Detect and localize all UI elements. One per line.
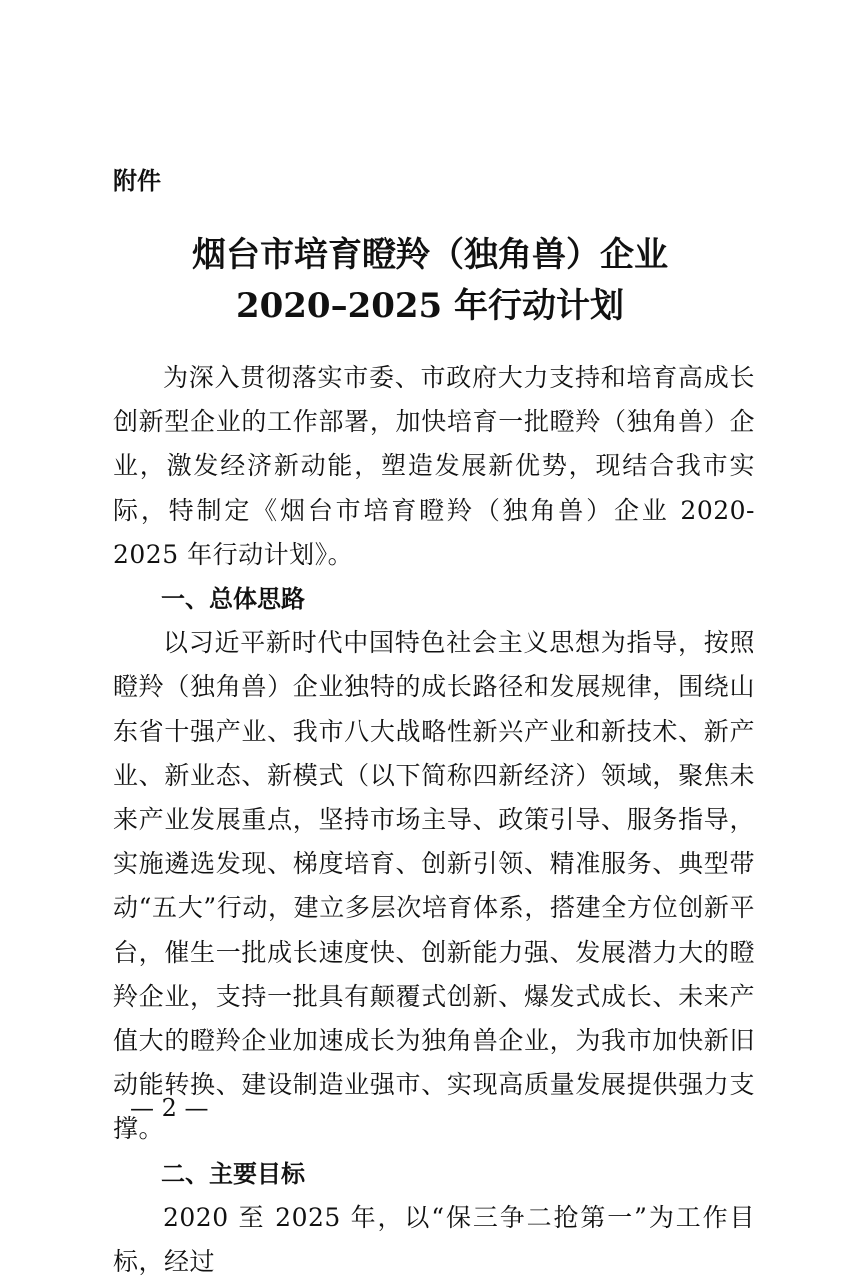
document-title-line-2: 2020–2025 年行动计划 (235, 286, 625, 326)
section-paragraph-overall-approach: 以习近平新时代中国特色社会主义思想为指导，按照瞪羚（独角兽）企业独特的成长路径和发展规律，围绕山东省十强产业、我市八大战略性新兴产业和新技术、新产业、新业态、新模式（以下简称四新经济）领域，聚焦未来产业发展重点，坚持市场主导、政策引导、服务指导，实施遴选发现、梯度培育、创新引领、精准服务、典型带动“五大”行动，建立多层次培育体系，搭建全方位创新平台，催生一批成长速度快、创新能力强、发展潜力大的瞪羚企业，支持一批具有颠覆式创新、爆发式成长、未来产值大的瞪羚企业加速成长为独角兽企业，为我市加快新旧动能转换、建设制造业强市、实现高质量发展提供强力支撑。 (113, 628, 755, 1144)
document-body (113, 356, 755, 1284)
intro-paragraph: 为深入贯彻落实市委、市政府大力支持和培育高成长创新型企业的工作部署，加快培育一批瞪羚（独角兽）企业，激发经济新动能，塑造发展新优势，现结合我市实际，特制定《烟台市培育瞪羚（独角兽）企业 2020-2025 年行动计划》。 (113, 363, 755, 569)
attachment-label: 附件 (113, 167, 161, 195)
page-number: — 2 — (130, 1094, 209, 1122)
section-heading-overall-approach: 一、总体思路 (161, 585, 305, 614)
section-heading-main-goals: 二、主要目标 (161, 1159, 305, 1188)
document-title-line-1: 烟台市培育瞪羚（独角兽）企业 (192, 235, 668, 275)
section-paragraph-main-goals: 2020 至 2025 年，以“保三争二抢第一”为工作目标，经过 (113, 1202, 755, 1277)
